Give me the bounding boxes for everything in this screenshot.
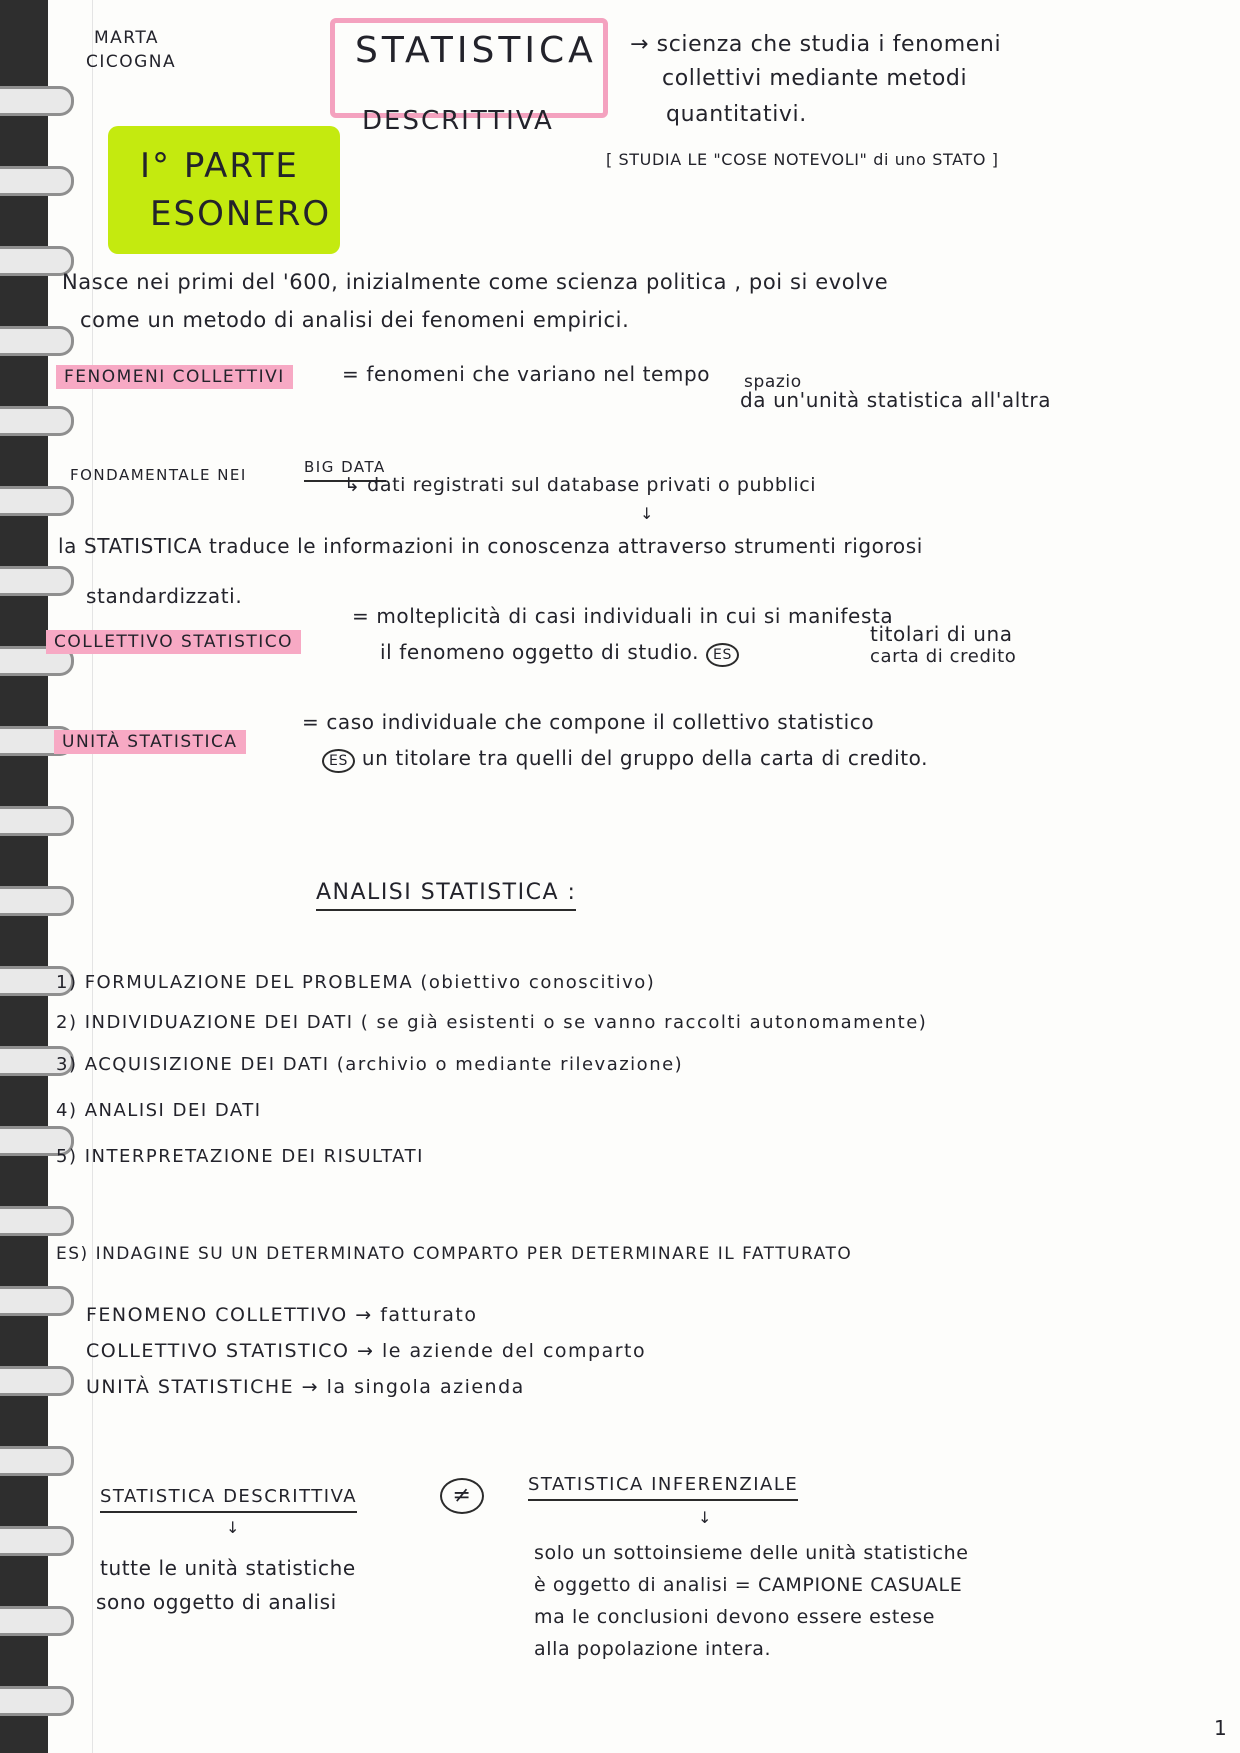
- fenomeni-def-unit: da un'unità statistica all'altra: [740, 388, 1052, 412]
- spiral-ring: [0, 166, 74, 196]
- definition-line-3: quantitativi.: [666, 102, 807, 127]
- part-label: I° PARTE: [140, 146, 299, 186]
- unita-term: UNITÀ STATISTICA: [54, 732, 246, 752]
- example-row-2: COLLETTIVO STATISTICO → le aziende del comparto: [86, 1340, 647, 1362]
- big-data-databases: ↳ dati registrati sul database privati o pubblici: [344, 474, 817, 496]
- inferenziale-arrow: ↓: [698, 1508, 713, 1527]
- analisi-step-4: 4) ANALISI DEI DATI: [56, 1100, 262, 1121]
- spiral-ring: [0, 806, 74, 836]
- descrittiva-text-1: tutte le unità statistiche: [100, 1556, 356, 1580]
- unita-def: = caso individuale che compone il collettivo statistico: [302, 710, 875, 734]
- spiral-ring: [0, 1366, 74, 1396]
- spiral-ring: [0, 1286, 74, 1316]
- inferenziale-text-2: è oggetto di analisi = CAMPIONE CASUALE: [534, 1574, 963, 1596]
- margin-line: [92, 0, 93, 1753]
- analisi-step-1: 1) FORMULAZIONE DEL PROBLEMA (obiettivo conoscitivo): [56, 972, 656, 993]
- page-number: 1: [1214, 1716, 1228, 1740]
- collettivo-def-2: il fenomeno oggetto di studio. ES: [380, 640, 739, 667]
- analisi-step-3: 3) ACQUISIZIONE DEI DATI (archivio o mediante rilevazione): [56, 1054, 684, 1075]
- state-note: [ STUDIA LE "COSE NOTEVOLI" di uno STATO ]: [606, 150, 999, 169]
- intro-line-1: Nasce nei primi del '600, inizialmente come scienza politica , poi si evolve: [62, 270, 889, 294]
- example-row-1: FENOMENO COLLETTIVO → fatturato: [86, 1304, 478, 1326]
- page-subtitle: DESCRITTIVA: [362, 106, 554, 136]
- big-data-prefix: FONDAMENTALE NEI: [70, 466, 247, 484]
- part-sub-label: ESONERO: [150, 194, 332, 234]
- spiral-ring: [0, 486, 74, 516]
- page-title: STATISTICA: [355, 30, 597, 71]
- spiral-ring: [0, 1206, 74, 1236]
- example-row-3: UNITÀ STATISTICHE → la singola azienda: [86, 1376, 525, 1398]
- spiral-ring: [0, 86, 74, 116]
- collettivo-def: = molteplicità di casi individuali in cui si manifesta: [352, 604, 894, 628]
- author-last: CICOGNA: [86, 52, 177, 72]
- spiral-ring: [0, 1446, 74, 1476]
- statistica-translates: la STATISTICA traduce le informazioni in conoscenza attraverso strumenti rigorosi: [58, 534, 923, 558]
- analisi-heading: ANALISI STATISTICA :: [316, 880, 576, 911]
- spiral-ring: [0, 1606, 74, 1636]
- statistica-standardized: standardizzati.: [86, 584, 243, 608]
- collettivo-term: COLLETTIVO STATISTICO: [46, 632, 301, 652]
- spiral-ring: [0, 1686, 74, 1716]
- unita-example: ES un titolare tra quelli del gruppo della carta di credito.: [322, 746, 928, 773]
- descrittiva-arrow: ↓: [226, 1518, 241, 1537]
- spiral-ring: [0, 326, 74, 356]
- es-badge: ES: [322, 749, 355, 773]
- inferenziale-text-1: solo un sottoinsieme delle unità statistiche: [534, 1542, 969, 1564]
- inferenziale-text-3: ma le conclusioni devono essere estese: [534, 1606, 935, 1628]
- spiral-ring: [0, 886, 74, 916]
- definition-line-2: collettivi mediante metodi: [662, 66, 968, 91]
- author-first: MARTA: [94, 28, 160, 48]
- example-intro: ES) INDAGINE SU UN DETERMINATO COMPARTO PER DETERMINARE IL FATTURATO: [56, 1244, 853, 1264]
- intro-line-2: come un metodo di analisi dei fenomeni empirici.: [80, 308, 630, 332]
- es-badge: ES: [706, 643, 739, 667]
- fenomeni-term: FENOMENI COLLETTIVI: [56, 367, 293, 387]
- descrittiva-text-2: sono oggetto di analisi: [96, 1590, 337, 1614]
- spiral-ring: [0, 406, 74, 436]
- big-data-term: BIG DATA: [304, 458, 386, 482]
- spiral-ring: [0, 566, 74, 596]
- not-equal-symbol: ≠: [440, 1478, 484, 1514]
- analisi-step-2: 2) INDIVIDUAZIONE DEI DATI ( se già esistenti o se vanno raccolti autonomamente): [56, 1012, 928, 1033]
- fenomeni-def: = fenomeni che variano nel tempo: [342, 362, 711, 386]
- fenomeni-def-space: spazio: [744, 372, 802, 392]
- collettivo-example: titolari di una: [870, 622, 1013, 646]
- definition-line-1: → scienza che studia i fenomeni: [630, 32, 1002, 57]
- analisi-step-5: 5) INTERPRETAZIONE DEI RISULTATI: [56, 1146, 424, 1167]
- collettivo-example-2: carta di credito: [870, 646, 1017, 667]
- spiral-ring: [0, 1526, 74, 1556]
- inferenziale-text-4: alla popolazione intera.: [534, 1638, 772, 1660]
- descrittiva-title: STATISTICA DESCRITTIVA: [100, 1486, 357, 1513]
- big-data-arrow: ↓: [640, 504, 655, 523]
- inferenziale-title: STATISTICA INFERENZIALE: [528, 1474, 798, 1501]
